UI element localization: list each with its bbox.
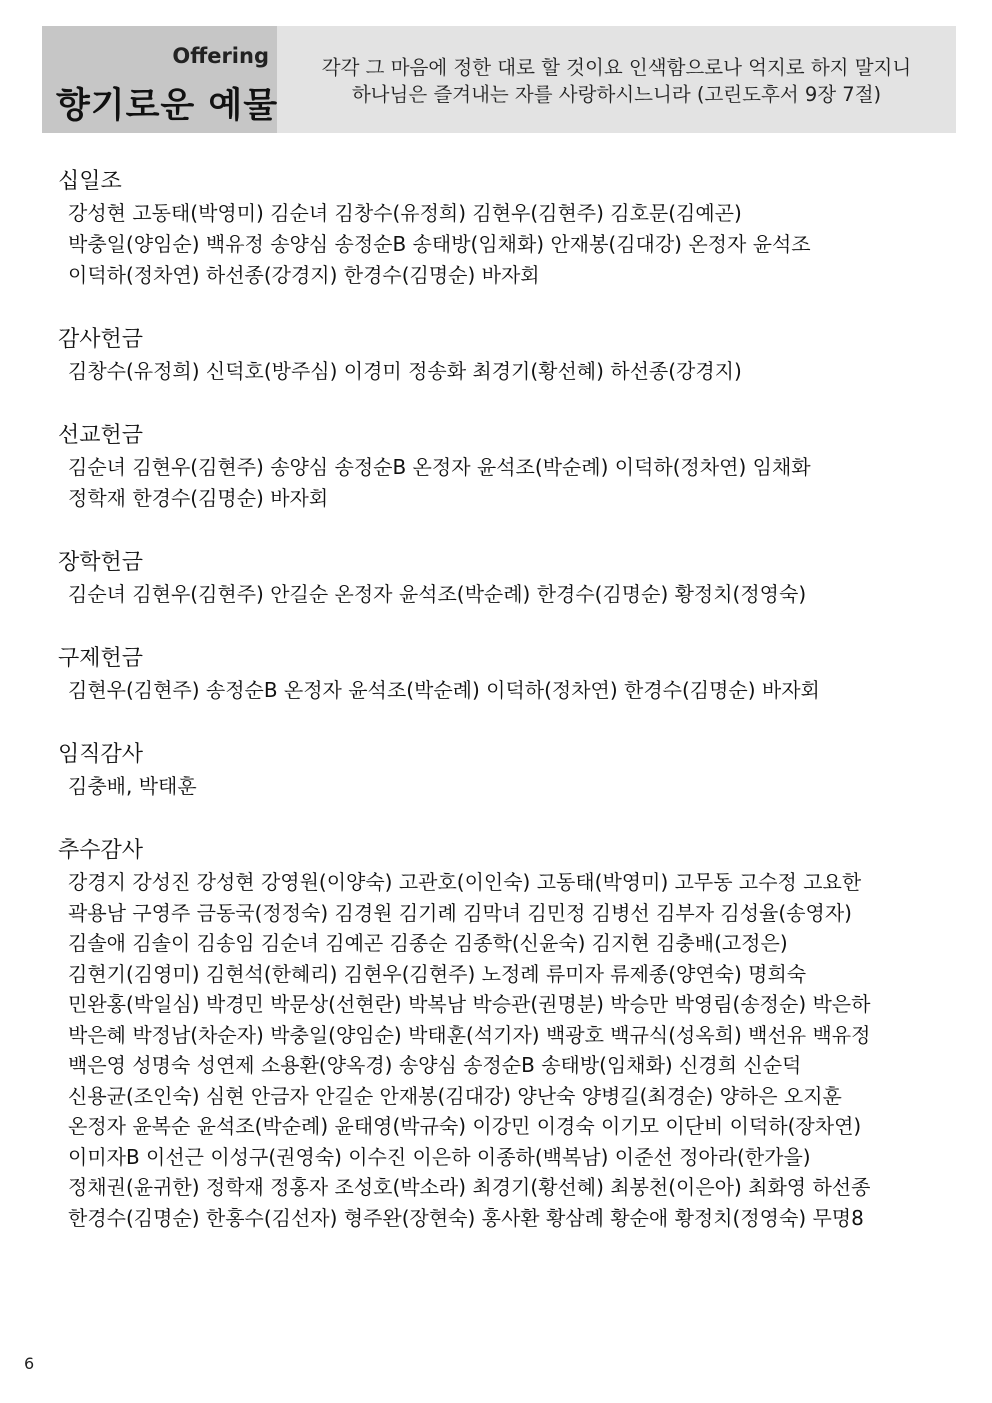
donor-names — [68, 452, 958, 514]
header-title-box — [42, 26, 277, 133]
donor-line: 박충일(양임순) 백유정 송양심 송정순B 송태방(임채화) 안재봉(김대강) 온정자 윤석조 — [68, 232, 811, 256]
page-number: 6 — [24, 1354, 35, 1373]
donor-line: 김솔애 김솔이 김송임 김순녀 김예곤 김종순 김종학(신윤숙) 김지현 김충배(고정은) — [68, 931, 788, 955]
donor-line: 이덕하(정차연) 하선종(강경지) 한경수(김명순) 바자회 — [68, 263, 540, 287]
header-title-en: Offering — [172, 44, 269, 68]
section-ordination — [58, 739, 958, 802]
section-relief — [58, 643, 958, 706]
donor-line: 곽용남 구영주 금동국(정정숙) 김경원 김기례 김막녀 김민정 김병선 김부자 김성율(송영자) — [68, 900, 852, 925]
section-tithe — [58, 166, 958, 291]
section-title: 장학헌금 — [58, 550, 144, 575]
section-thanksgiving — [58, 324, 958, 387]
donor-line: 이미자B 이선근 이성구(권영숙) 이수진 이은하 이종하(백복남) 이준선 정아라(한가을) — [68, 1144, 811, 1169]
donor-line: 강경지 강성진 강성현 강영원(이양숙) 고관호(이인숙) 고동태(박영미) 고무동 고수정 고요한 — [68, 870, 862, 894]
donor-names — [68, 579, 958, 610]
verse-line-1: 각각 그 마음에 정한 대로 할 것이요 인색함으로나 억지로 하지 말지니 — [321, 55, 912, 79]
donor-line: 강성현 고동태(박영미) 김순녀 김창수(유정희) 김현우(김현주) 김호문(김예곤) — [68, 201, 742, 225]
section-title: 구제헌금 — [58, 646, 144, 671]
donor-line: 신용균(조인숙) 심현 안금자 안길순 안재봉(김대강) 양난숙 양병길(최경순) 양하은 오지훈 — [68, 1083, 842, 1108]
donor-line: 김순녀 김현우(김현주) 안길순 온정자 윤석조(박순례) 한경수(김명순) 황정치(정영숙) — [68, 582, 807, 606]
section-title: 선교헌금 — [58, 423, 144, 448]
section-title: 임직감사 — [58, 742, 144, 767]
donor-line: 민완홍(박일심) 박경민 박문상(선현란) 박복남 박승관(권명분) 박승만 박영림(송정순) 박은하 — [68, 992, 871, 1016]
donor-line: 김순녀 김현우(김현주) 송양심 송정순B 온정자 윤석조(박순례) 이덕하(정차연) 임채화 — [68, 455, 811, 479]
donor-names — [68, 198, 958, 291]
donor-names — [68, 771, 958, 802]
donor-line: 정학재 한경수(김명순) 바자회 — [68, 486, 329, 510]
donor-names — [68, 675, 958, 706]
section-mission — [58, 420, 958, 514]
donor-names — [68, 356, 958, 387]
header-banner — [42, 26, 956, 133]
section-title: 감사헌금 — [58, 327, 144, 352]
offering-list — [58, 166, 958, 1266]
verse-line-2: 하나님은 즐겨내는 자를 사랑하시느니라 (고린도후서 9장 7절) — [351, 82, 882, 106]
section-title: 추수감사 — [58, 838, 144, 863]
donor-line: 김창수(유정희) 신덕호(방주심) 이경미 정송화 최경기(황선혜) 하선종(강경지) — [68, 359, 742, 383]
donor-line: 김충배, 박태훈 — [68, 774, 197, 798]
header-title-ko: 향기로운 예물 — [56, 86, 279, 126]
section-title: 십일조 — [58, 169, 122, 194]
donor-names — [68, 867, 958, 1233]
donor-line: 한경수(김명순) 한홍수(김선자) 형주완(장현숙) 홍사환 황삼례 황순애 황정치(정영숙) 무명8 — [68, 1205, 864, 1230]
donor-line: 백은영 성명숙 성연제 소용환(양옥경) 송양심 송정순B 송태방(임채화) 신경희 신순덕 — [68, 1053, 802, 1077]
section-harvest — [58, 835, 958, 1233]
donor-line: 온정자 윤복순 윤석조(박순례) 윤태영(박규숙) 이강민 이경숙 이기모 이단비 이덕하(장차연) — [68, 1114, 862, 1138]
donor-line: 김현기(김영미) 김현석(한혜리) 김현우(김현주) 노정례 류미자 류제종(양연숙) 명희숙 — [68, 961, 807, 986]
section-scholarship — [58, 547, 958, 610]
donor-line: 정채권(윤귀한) 정학재 정홍자 조성호(박소라) 최경기(황선혜) 최봉천(이은아) 최화영 하선종 — [68, 1175, 871, 1199]
donor-line: 김현우(김현주) 송정순B 온정자 윤석조(박순례) 이덕하(정차연) 한경수(김명순) 바자회 — [68, 678, 820, 702]
donor-line: 박은혜 박정남(차순자) 박충일(양임순) 박태훈(석기자) 백광호 백규식(성옥희) 백선유 백유정 — [68, 1022, 871, 1047]
header-verse — [277, 26, 956, 133]
